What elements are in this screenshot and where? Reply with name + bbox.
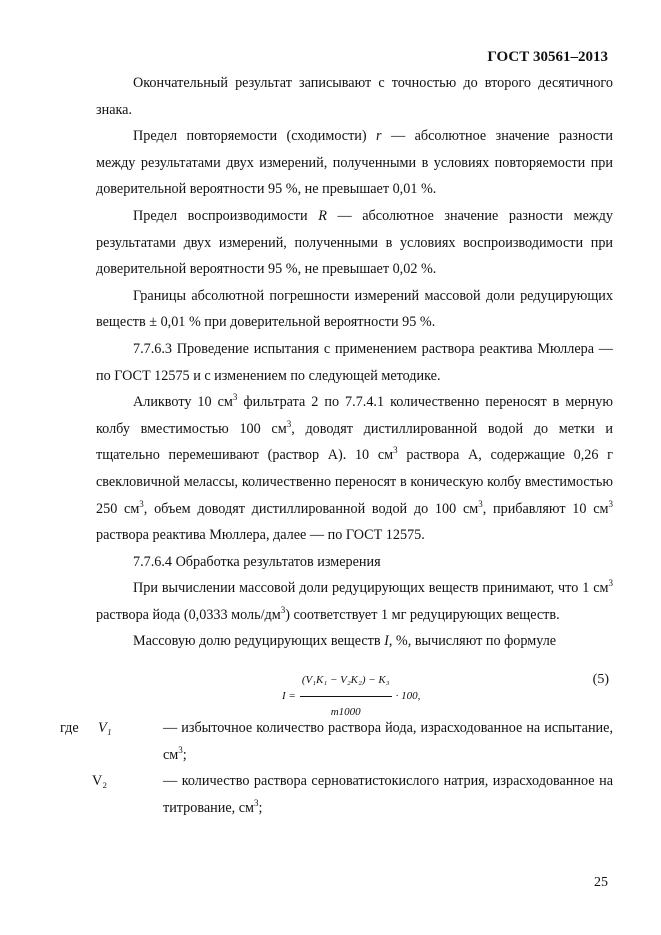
document-body <box>60 70 614 821</box>
paragraph-section-7-7-6-3: 7.7.6.3 Проведение испытания с применением раствора реактива Мюллера — по ГОСТ 12575 и с изменением по следующей методике. <box>96 340 613 384</box>
where-item-v1 <box>60 715 613 768</box>
paragraph-error-bounds: Границы абсолютной погрешности измерений массовой доли редуцирующих веществ ± 0,01 % при доверительной вероятности 95 %. <box>96 287 613 331</box>
paragraph-aliquot: Аликвоту 10 $см^3$ фильтрата 2 по 7.7.4.1 количественно переносят в мерную колбу вместимостью 100 $см^3$, доводят дистиллированной водой до метки и тщательно перемешивают (раствор А). 10 $см^3$ раствора А, содержащие 0,26 г свекловичной мелассы, количественно переносят в коническую колбу вместимостью 250 $см^3$, объем доводят дистиллированной водой до 100 $см^3$, прибавляют 10 $см^3$ раствора реактива Мюллера, далее — по ГОСТ 12575. <box>96 392 614 544</box>
where-definition: — избыточное количество раствора йода, израсходованное на испытание, $см^3$; <box>163 720 613 763</box>
paragraph-repeatability: Предел повторяемости (сходимости) r — абсолютное значение разности между результатами двух измерений, полученными в условиях повторяемости при доверительной вероятности 95 %, не превышает 0,01 %. <box>96 128 613 198</box>
paragraph-section-7-7-6-4: 7.7.6.4 Обработка результатов измерения <box>133 553 381 570</box>
formula-lhs: I = <box>282 689 296 702</box>
where-variable: V₁ <box>98 720 112 737</box>
formula-numerator: (V₁K₁ − V₂K₂) − K₃ <box>300 667 392 697</box>
paragraph-iodine-equivalence: При вычислении массовой доли редуцирующих веществ принимают, что 1 $см^3$ раствора йода (0,0333 моль/$дм^3$) соответствует 1 мг редуцирующих веществ. <box>96 578 613 623</box>
where-definition: — количество раствора серноватистокислого натрия, израсходованное на титрование, $см^3$; <box>163 773 613 816</box>
formula-block <box>96 657 613 718</box>
formula-tail: · 100, <box>395 689 421 702</box>
formula-denominator: m1000 <box>330 705 361 718</box>
paragraph-final-result: Окончательный результат записывают с точностью до второго десятичного знака. <box>96 75 613 118</box>
where-variable: V₂ <box>92 773 108 790</box>
formula-number: (5) <box>592 672 609 688</box>
document-header: ГОСТ 30561–2013 <box>487 49 608 65</box>
where-label: где <box>60 720 79 737</box>
paragraph-reproducibility: Предел воспроизводимости R — абсолютное значение разности между результатами двух измерений, полученными в условиях воспроизводимости при доверительной вероятности 95 %, не превышает 0,02 %. <box>96 207 613 278</box>
where-list <box>60 715 613 821</box>
where-item-v2 <box>92 768 613 821</box>
paragraph-formula-intro: Массовую долю редуцирующих веществ I, %, вычисляют по формуле <box>133 633 557 650</box>
page-number: 25 <box>594 875 608 890</box>
